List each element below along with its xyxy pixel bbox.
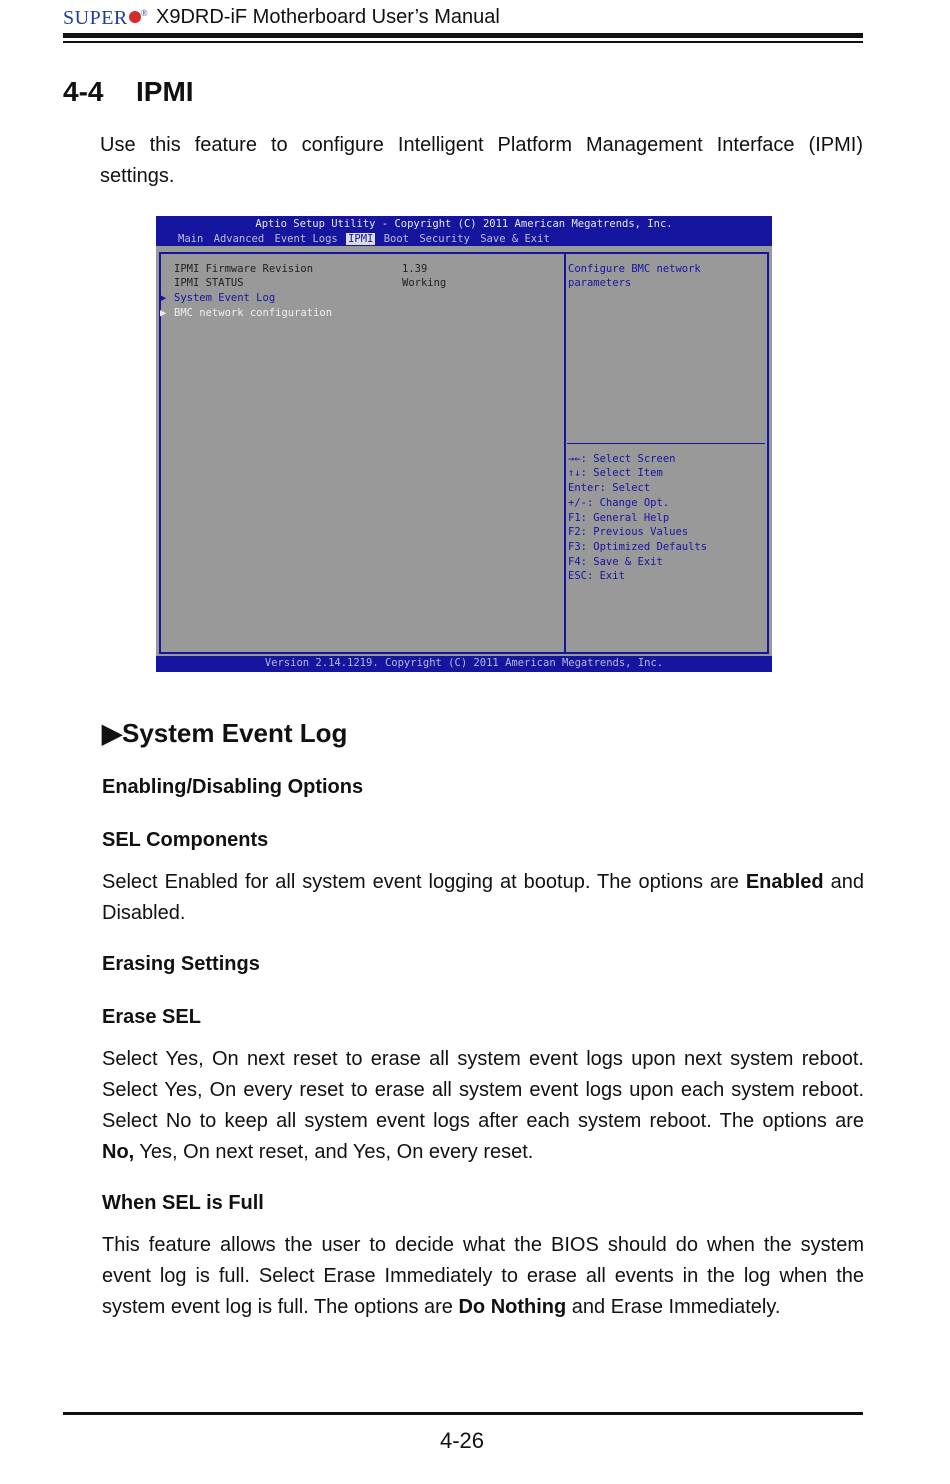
erase-sel-tail: Yes, On next reset, and Yes, On every reset.	[139, 1141, 534, 1163]
bios-menu-event-logs: Event Logs	[274, 233, 338, 245]
heading-when-sel-full: When SEL is Full	[102, 1192, 264, 1214]
bios-item-bmc-network: BMC network configuration	[174, 307, 333, 319]
document-title: X9DRD-iF Motherboard User’s Manual	[156, 6, 500, 28]
sel-components-description	[102, 867, 864, 929]
erase-sel-default: No,	[102, 1141, 135, 1163]
sel-components-tail: and Disabled.	[102, 871, 865, 924]
intro-paragraph: Use this feature to configure Intelligent Platform Management Interface (IPMI) settings.	[100, 134, 863, 187]
bios-title: Aptio Setup Utility - Copyright (C) 2011 American Megatrends, Inc.	[255, 218, 673, 230]
subsection-title	[102, 718, 347, 749]
bios-help-line: Configure BMC network	[568, 263, 701, 275]
bios-version: Version 2.14.1219. Copyright (C) 2011 American Megatrends, Inc.	[264, 657, 664, 669]
bios-item-status-label: IPMI STATUS	[174, 277, 244, 289]
bios-status-bar	[156, 656, 772, 672]
bios-title-bar	[156, 216, 772, 246]
footer-rule	[63, 1412, 863, 1415]
when-sel-full-text: This feature allows the user to decide what the BIOS should do when the system event log is full. Select Erase Immediately to erase all events in the log when the system event log is full. The options are	[102, 1234, 864, 1318]
page-header	[63, 4, 863, 44]
heading-erase-sel: Erase SEL	[102, 1006, 201, 1028]
bios-submenu-arrow-icon: ▶	[160, 307, 167, 319]
heading-erasing-settings: Erasing Settings	[102, 953, 260, 975]
heading-sel-components: SEL Components	[102, 829, 269, 851]
erase-sel-text: Select Yes, On next reset to erase all system event logs upon next system reboot. Select Yes, On every reset to erase all system event logs upon each system reboot. Select No to keep all system event logs after each system reboot. The options are	[102, 1048, 864, 1132]
bios-key-hint: F4: Save & Exit	[568, 556, 663, 568]
bios-menu-main: Main	[178, 233, 204, 245]
bios-item-status-value: Working	[402, 277, 447, 289]
subsection-arrow-icon: ▶	[102, 718, 122, 748]
bios-key-hint: F1: General Help	[568, 512, 670, 524]
bios-item-firmware-label: IPMI Firmware Revision	[174, 263, 314, 275]
supermicro-logo	[63, 7, 148, 30]
header-rule-thick	[63, 33, 863, 38]
when-sel-full-default: Do Nothing	[458, 1296, 567, 1318]
bios-menu-security: Security	[419, 233, 470, 245]
bios-key-hint: ESC: Exit	[568, 570, 625, 582]
bios-key-hint: F2: Previous Values	[568, 526, 689, 538]
header-rule-thin	[63, 41, 863, 43]
bios-menu-bar	[176, 233, 552, 245]
bios-key-hint: Enter: Select	[568, 482, 651, 494]
sel-components-text: Select Enabled for all system event logging at bootup. The options are	[102, 871, 739, 893]
bios-submenu-arrow-icon: ▶	[160, 292, 167, 304]
sel-components-default: Enabled	[745, 871, 824, 893]
bios-key-hint: ↑↓: Select Item	[568, 467, 663, 479]
page-number: 4-26	[439, 1428, 485, 1453]
section-title: IPMI	[136, 76, 194, 107]
bios-menu-save-exit: Save & Exit	[480, 233, 550, 245]
bios-screenshot	[156, 216, 772, 672]
bios-panel-divider	[564, 252, 566, 652]
subsection-title-text: System Event Log	[122, 718, 348, 748]
bios-menu-ipmi: IPMI	[348, 233, 374, 245]
bios-menu-advanced: Advanced	[213, 233, 265, 245]
when-sel-full-description	[102, 1230, 864, 1323]
bios-key-hint: F3: Optimized Defaults	[568, 541, 708, 553]
brand-registered-mark: ®	[140, 8, 149, 18]
brand-dot-icon	[129, 11, 141, 23]
bios-menu-boot: Boot	[383, 233, 409, 245]
bios-key-hint: →←: Select Screen	[568, 453, 676, 465]
bios-item-system-event-log: System Event Log	[174, 292, 276, 304]
section-heading	[63, 76, 194, 108]
brand-text: SUPER	[63, 7, 128, 29]
heading-enabling-options: Enabling/Disabling Options	[102, 776, 364, 798]
section-number: 4-4	[63, 76, 104, 107]
bios-help-separator	[567, 443, 765, 444]
bios-key-hint: +/-: Change Opt.	[568, 497, 670, 509]
when-sel-full-tail: and Erase Immediately.	[571, 1296, 781, 1318]
bios-help-line: parameters	[568, 277, 632, 289]
erase-sel-description	[102, 1044, 864, 1168]
bios-item-firmware-value: 1.39	[402, 263, 428, 275]
